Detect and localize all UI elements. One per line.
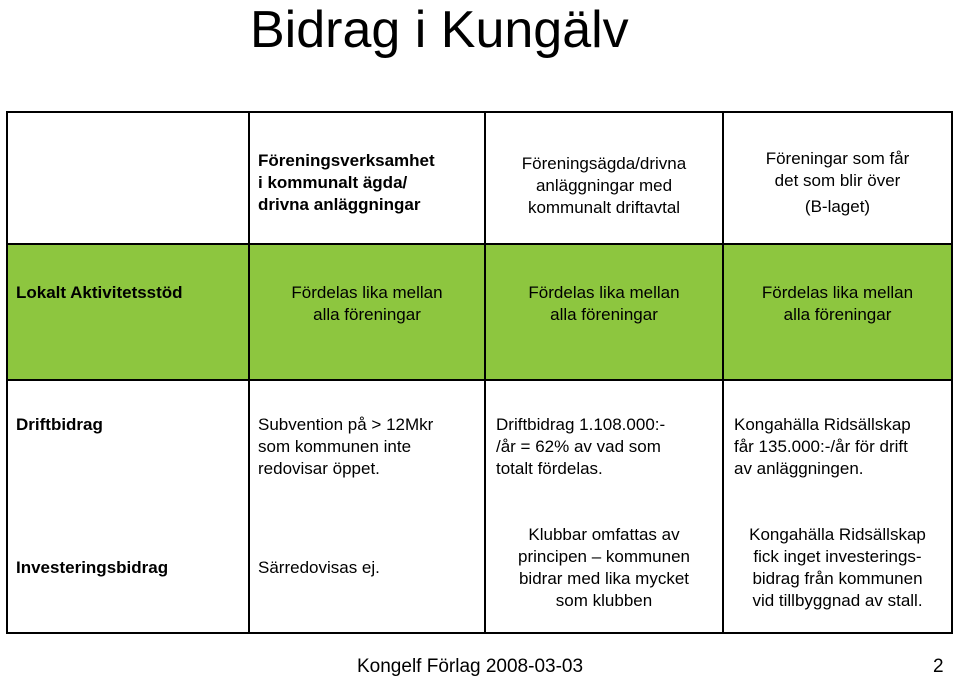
row-3-cell-2-line-4: som klubben xyxy=(555,590,653,610)
row-2-cell-2-line-3: totalt fördelas. xyxy=(496,459,603,478)
header-3-line-3: (B-laget) xyxy=(804,197,871,216)
row-2-cell-2-line-2: /år = 62% av vad som xyxy=(496,437,661,456)
header-2-line-2: anläggningar med xyxy=(535,176,673,195)
header-cell-3 xyxy=(722,113,951,243)
row-1-cell-2-line-1: Fördelas lika mellan xyxy=(528,283,680,302)
row-2-cell-2 xyxy=(484,379,722,503)
row-1-cell-2-line-2: alla föreningar xyxy=(550,305,658,324)
row-3-cell-3-line-1: Kongahälla Ridsällskap xyxy=(749,524,926,544)
row-1-cell-1-line-2: alla föreningar xyxy=(313,305,421,324)
slide-title: Bidrag i Kungälv xyxy=(250,1,629,59)
row-2-cell-2-line-1: Driftbidrag 1.108.000:- xyxy=(496,415,666,434)
row-3-cell-1-line-1: Särredovisas ej. xyxy=(258,557,380,577)
row-3-cell-2-line-2: principen – kommunen xyxy=(518,546,690,566)
row-2-cell-1-line-3: redovisar öppet. xyxy=(258,459,380,478)
header-1-line-3: drivna anläggningar xyxy=(258,195,421,214)
row-1-cell-2 xyxy=(484,243,722,379)
row-label-driftbidrag xyxy=(8,379,248,503)
header-3-line-1: Föreningar som får xyxy=(765,149,910,168)
row-1-cell-3-line-1: Fördelas lika mellan xyxy=(761,283,914,302)
row-2-cell-1-line-2: som kommunen inte xyxy=(258,437,412,456)
row-2-cell-1 xyxy=(248,379,484,503)
header-1-line-2: i kommunalt ägda/ xyxy=(258,173,408,192)
header-3-line-2: det som blir över xyxy=(774,171,901,190)
row-3-cell-2-line-3: bidrar med lika mycket xyxy=(518,568,690,588)
row-2-cell-3-line-3: av anläggningen. xyxy=(734,459,864,478)
row-3-cell-3-line-2: fick inget investerings- xyxy=(753,546,922,566)
row-2-cell-1-line-1: Subvention på > 12Mkr xyxy=(258,415,434,434)
row-2-cell-3-line-1: Kongahälla Ridsällskap xyxy=(734,415,911,434)
row-1-cell-3 xyxy=(722,243,951,379)
row-1-label: Lokalt Aktivitetsstöd xyxy=(16,283,183,302)
row-label-aktivitetsstod xyxy=(8,243,248,379)
row-3-cell-3-line-4: vid tillbyggnad av stall. xyxy=(752,590,923,610)
page-number: 2 xyxy=(933,656,944,677)
row-3-label: Investeringsbidrag xyxy=(16,557,169,577)
header-1-line-1: Föreningsverksamhet xyxy=(258,151,435,170)
header-corner-cell xyxy=(8,113,248,243)
row-3-cell-1 xyxy=(248,503,484,632)
header-2-line-1: Föreningsägda/drivna xyxy=(521,154,687,173)
row-2-cell-3 xyxy=(722,379,951,503)
row-3-cell-2-line-1: Klubbar omfattas av xyxy=(528,524,680,544)
funding-table xyxy=(6,111,953,634)
header-2-line-3: kommunalt driftavtal xyxy=(527,198,681,217)
row-2-label: Driftbidrag xyxy=(16,415,103,434)
row-2-cell-3-line-2: får 135.000:-/år för drift xyxy=(734,437,908,456)
row-1-cell-1-line-1: Fördelas lika mellan xyxy=(291,283,443,302)
row-3-cell-3-line-3: bidrag från kommunen xyxy=(752,568,923,588)
row-label-investeringsbidrag xyxy=(8,503,248,632)
row-3-cell-2 xyxy=(484,503,722,632)
header-cell-2 xyxy=(484,113,722,243)
header-cell-1 xyxy=(248,113,484,243)
row-1-cell-1 xyxy=(248,243,484,379)
row-3-cell-3 xyxy=(722,503,951,632)
footer-publisher-date: Kongelf Förlag 2008-03-03 xyxy=(357,656,584,677)
row-1-cell-3-line-2: alla föreningar xyxy=(783,305,892,324)
